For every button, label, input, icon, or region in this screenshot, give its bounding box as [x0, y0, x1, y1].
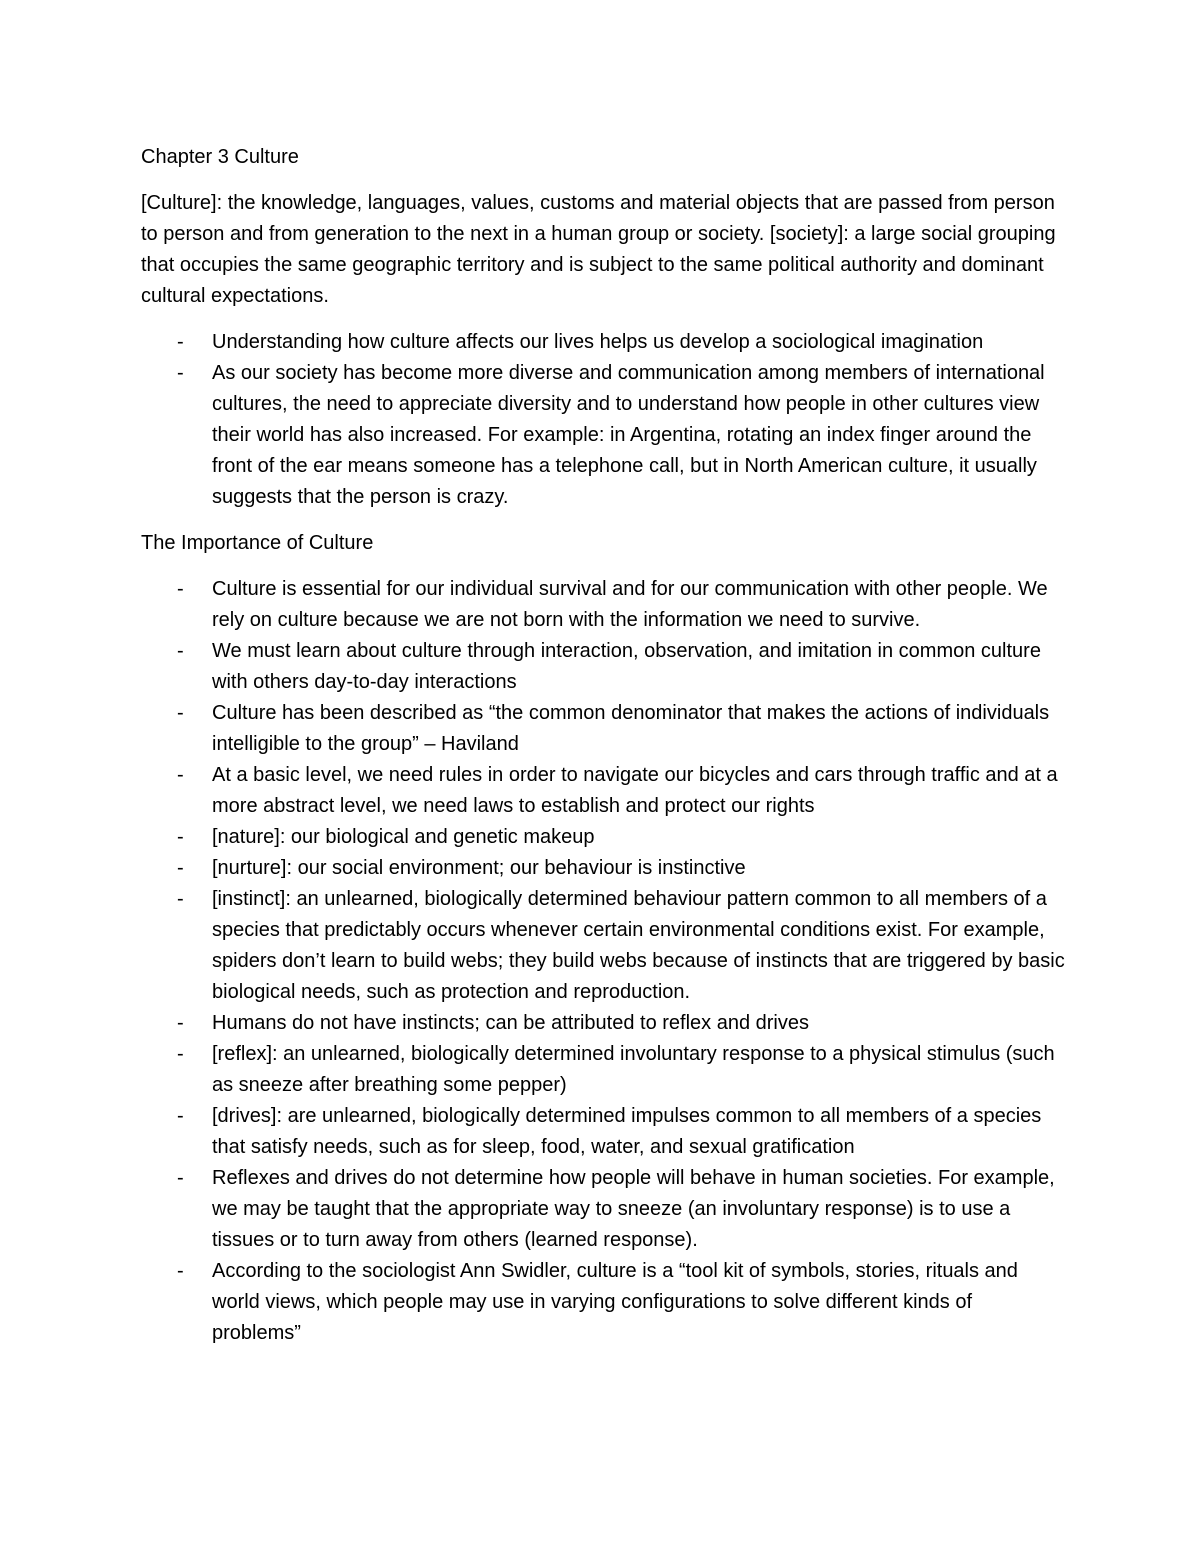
- list-item-text: Culture is essential for our individual survival and for our communication with other people. We rely on culture because we are not born with the information we need to survive.: [212, 578, 1048, 631]
- bullet-dash: -: [177, 578, 184, 600]
- bullet-dash: -: [177, 857, 184, 879]
- list-item: [141, 1039, 1066, 1101]
- list-item: [141, 1101, 1066, 1163]
- list-item-text: [drives]: are unlearned, biologically determined impulses common to all members of a species that satisfy needs, such as for sleep, food, water, and sexual gratification: [212, 1105, 1042, 1158]
- document-body: [141, 142, 1066, 1364]
- list-item-text: [reflex]: an unlearned, biologically determined involuntary response to a physical stimulus (such as sneeze after breathing some pepper): [212, 1043, 1055, 1096]
- bullet-dash: -: [177, 702, 184, 724]
- bullet-dash: -: [177, 888, 184, 910]
- section-bullet-list: [141, 574, 1066, 1349]
- list-item: [141, 760, 1066, 822]
- list-item-text: Humans do not have instincts; can be attributed to reflex and drives: [212, 1012, 810, 1034]
- list-item: [141, 358, 1066, 513]
- list-item: [141, 1163, 1066, 1256]
- list-item-text: According to the sociologist Ann Swidler, culture is a “tool kit of symbols, stories, rituals and world views, which people may use in varying configurations to solve different kinds of problems”: [212, 1260, 1018, 1344]
- bullet-dash: -: [177, 764, 184, 786]
- list-item-text: [instinct]: an unlearned, biologically determined behaviour pattern common to all members of a species that predictably occurs whenever certain environmental conditions exist. For example, spiders don’t learn to build webs; they build webs because of instincts that are triggered by basic biological needs, such as protection and reproduction.: [212, 888, 1065, 1003]
- list-item-text: Reflexes and drives do not determine how people will behave in human societies. For example, we may be taught that the appropriate way to sneeze (an involuntary response) is to use a tissues or to turn away from others (learned response).: [212, 1167, 1055, 1251]
- list-item-text: At a basic level, we need rules in order to navigate our bicycles and cars through traffic and at a more abstract level, we need laws to establish and protect our rights: [212, 764, 1058, 817]
- list-item: [141, 698, 1066, 760]
- section-heading: The Importance of Culture: [141, 532, 374, 554]
- list-item: [141, 1008, 1066, 1039]
- list-item-text: [nature]: our biological and genetic makeup: [212, 826, 595, 848]
- list-item: [141, 884, 1066, 1008]
- list-item: [141, 327, 1066, 358]
- bullet-dash: -: [177, 1043, 184, 1065]
- bullet-dash: -: [177, 331, 184, 353]
- bullet-dash: -: [177, 362, 184, 384]
- intro-paragraph: [Culture]: the knowledge, languages, values, customs and material objects that are passed from person to person and from generation to the next in a human group or society. [society]: a large social grouping that occupies the same geographic territory and is subject to the same political authority and dominant cultural expectations.: [141, 192, 1056, 307]
- list-item: [141, 636, 1066, 698]
- bullet-dash: -: [177, 1260, 184, 1282]
- list-item-text: [nurture]: our social environment; our behaviour is instinctive: [212, 857, 746, 879]
- bullet-dash: -: [177, 1105, 184, 1127]
- list-item-text: We must learn about culture through interaction, observation, and imitation in common culture with others day-to-day interactions: [212, 640, 1041, 693]
- list-item-text: As our society has become more diverse and communication among members of international cultures, the need to appreciate diversity and to understand how people in other cultures view their world has also increased. For example: in Argentina, rotating an index finger around the front of the ear means someone has a telephone call, but in North American culture, it usually suggests that the person is crazy.: [212, 362, 1045, 508]
- list-item-text: Culture has been described as “the common denominator that makes the actions of individuals intelligible to the group” – Haviland: [212, 702, 1050, 755]
- list-item: [141, 822, 1066, 853]
- bullet-dash: -: [177, 1167, 184, 1189]
- list-item: [141, 853, 1066, 884]
- list-item-text: Understanding how culture affects our lives helps us develop a sociological imagination: [212, 331, 984, 353]
- bullet-dash: -: [177, 1012, 184, 1034]
- intro-bullet-list: [141, 327, 1066, 513]
- bullet-dash: -: [177, 640, 184, 662]
- page-title: Chapter 3 Culture: [141, 146, 299, 168]
- bullet-dash: -: [177, 826, 184, 848]
- list-item: [141, 1256, 1066, 1349]
- list-item: [141, 574, 1066, 636]
